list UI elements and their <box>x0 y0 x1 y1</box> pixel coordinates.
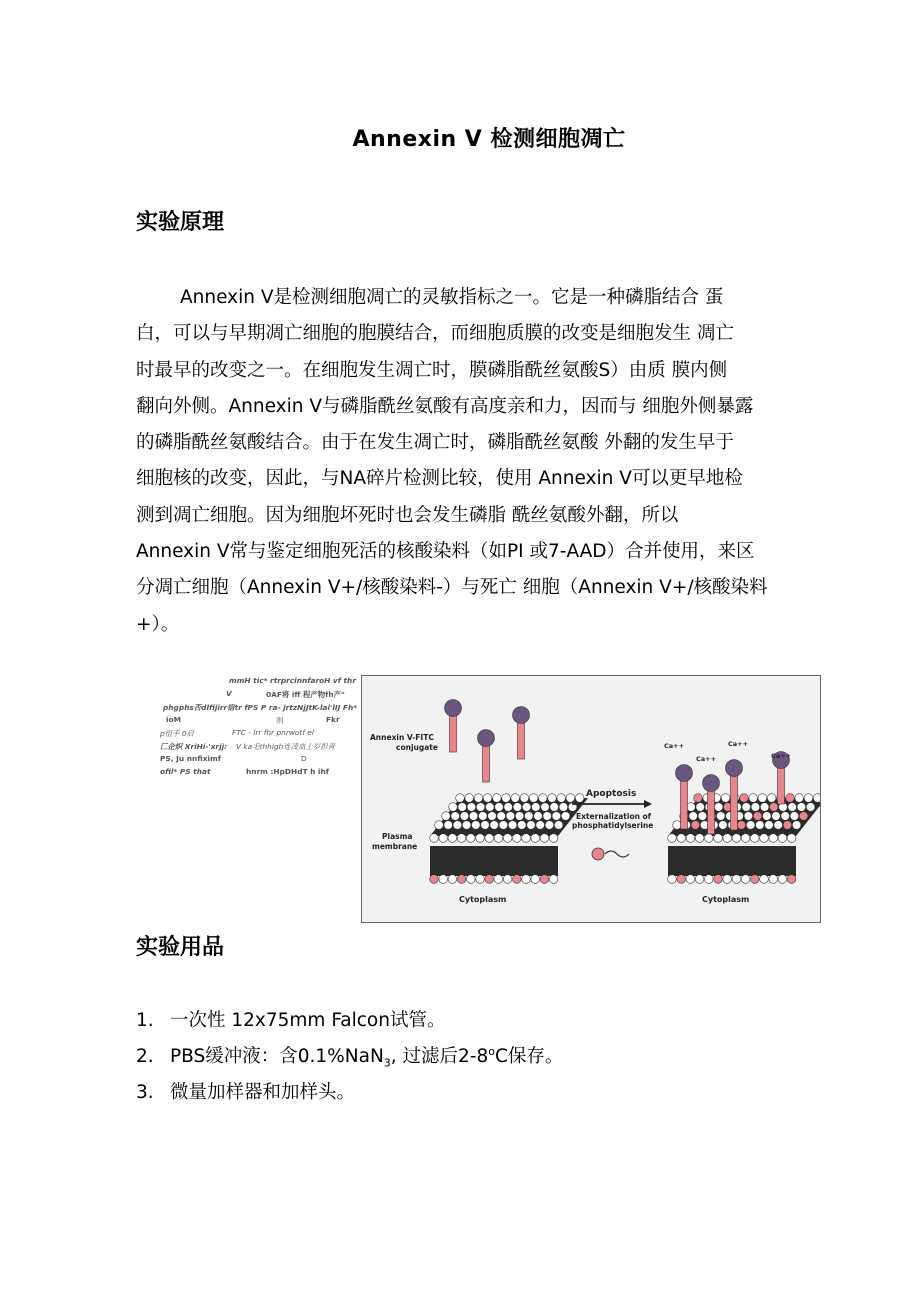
lipid-head-icon <box>513 834 522 843</box>
list-number: 3. <box>136 1082 154 1103</box>
apoptosis-label: Apoptosis <box>586 789 637 799</box>
figure-note: phgphs否dlfijirr宿tr fPS P ra- jrtzNjJtK-lai'lIJ Fh* <box>163 703 358 712</box>
lipid-head-icon <box>557 794 566 803</box>
list-text: , 过滤后2-8 <box>390 1046 489 1067</box>
figure-note: 匚企炽 XriHi-'xrjj: <box>160 742 228 751</box>
lipid-head-icon <box>783 821 792 830</box>
lipid-head-icon <box>462 821 471 830</box>
lipid-head-icon <box>529 794 538 803</box>
lipid-head-icon <box>548 794 557 803</box>
annexin-stalk <box>681 779 688 829</box>
lipid-head-icon <box>717 812 726 821</box>
lipid-head-icon <box>813 794 820 803</box>
lipid-head-icon <box>723 875 732 884</box>
lipid-head-icon <box>457 834 466 843</box>
lipid-head-icon <box>488 812 497 821</box>
lipid-head-icon <box>698 812 707 821</box>
lipid-head-icon <box>522 834 531 843</box>
figure-note: p徂手 0启 <box>160 729 194 738</box>
lipid-head-icon <box>465 794 474 803</box>
lipid-head-icon <box>797 803 806 812</box>
lipid-head-icon <box>746 821 755 830</box>
lipid-head-icon <box>561 812 570 821</box>
lipid-head-icon <box>787 875 796 884</box>
lipid-head-icon <box>770 803 779 812</box>
lipid-head-icon <box>531 875 540 884</box>
figure-note: V ka毛thhigh连凌血上岁担靑 <box>236 742 336 751</box>
lipid-head-icon <box>525 812 534 821</box>
list-subscript: 3 <box>383 1056 391 1070</box>
lipid-head-icon <box>788 803 797 812</box>
lipid-head-icon <box>695 834 704 843</box>
lipid-head-icon <box>494 875 503 884</box>
lipid-head-icon <box>806 803 815 812</box>
lipid-head-icon <box>575 794 584 803</box>
list-number: 1. <box>136 1010 154 1031</box>
lipid-head-icon <box>476 803 485 812</box>
conjugate-label: Annexin V-FITC <box>370 733 434 742</box>
principle-paragraph <box>136 280 856 643</box>
calcium-label: Ca++ <box>696 755 717 763</box>
annexin-head-icon <box>726 760 743 777</box>
lipid-head-icon <box>694 794 703 803</box>
paragraph-line: 翻向外侧。Annexin V与磷脂酰丝氨酸有高度亲和力，因而与 细胞外侧暴露 <box>136 395 754 417</box>
lipid-head-icon <box>502 794 511 803</box>
lipid-head-icon <box>545 821 554 830</box>
lipid-head-icon <box>758 794 767 803</box>
annexin-stalk <box>708 789 715 834</box>
lipid-tail-layer <box>430 846 558 876</box>
lipid-head-icon <box>691 821 700 830</box>
lipid-head-icon <box>705 875 714 884</box>
lipid-head-icon <box>541 803 550 812</box>
lipid-head-icon <box>439 875 448 884</box>
paragraph-line: 测到凋亡细胞。因为细胞坏死时也会发生磷脂 酰丝氨酸外翻，所以 <box>136 504 679 526</box>
annexin-head-icon <box>513 707 530 724</box>
lipid-head-icon <box>508 821 517 830</box>
lipid-head-icon <box>493 794 502 803</box>
lipid-head-icon <box>721 794 730 803</box>
lipid-head-icon <box>499 821 508 830</box>
lipid-head-icon <box>453 821 462 830</box>
lipid-head-icon <box>686 875 695 884</box>
lipid-head-icon <box>476 834 485 843</box>
externalization-label: Externalization of <box>576 812 651 821</box>
figure-notes <box>136 672 358 802</box>
lipid-head-icon <box>741 834 750 843</box>
list-item <box>136 1078 355 1104</box>
figure-note: hnrm :HpDHdT h ihf <box>246 767 329 776</box>
lipid-head-icon <box>795 794 804 803</box>
lipid-head-icon <box>550 803 559 812</box>
paragraph-line: 的磷脂酰丝氨酸结合。由于在发生凋亡时，磷脂酰丝氨酸 外翻的发生早于 <box>136 432 734 454</box>
annexin-diagram <box>362 676 820 922</box>
list-text: PBS缓冲液：含0.1%NaN <box>170 1046 384 1067</box>
list-item <box>136 1006 445 1032</box>
lipid-head-icon <box>742 803 751 812</box>
membrane-layers <box>430 794 820 884</box>
lipid-head-icon <box>457 875 466 884</box>
lipid-head-icon <box>737 821 746 830</box>
lipid-head-icon <box>435 821 444 830</box>
lipid-head-icon <box>732 875 741 884</box>
lipid-head-icon <box>467 875 476 884</box>
lipid-head-icon <box>503 875 512 884</box>
externalization-label: phosphatidylserine <box>572 821 654 830</box>
lipid-head-icon <box>787 834 796 843</box>
section-heading-materials: 实验用品 <box>136 935 225 960</box>
lipid-head-icon <box>540 834 549 843</box>
figure-note: 则 <box>276 716 284 725</box>
lipid-head-icon <box>518 821 527 830</box>
lipid-head-icon <box>778 875 787 884</box>
lipid-head-icon <box>522 803 531 812</box>
figure-note: FTC - lrr fhr pnrwotf el <box>232 728 314 737</box>
list-text: 微量加样器和加样头。 <box>170 1082 356 1103</box>
lipid-head-icon <box>483 794 492 803</box>
lipid-head-icon <box>786 794 795 803</box>
lipid-head-icon <box>515 812 524 821</box>
conjugate-label: conjugate <box>396 743 438 752</box>
paragraph-line: Annexin V常与鉴定细胞死活的核酸染料（如PI 或7-AAD）合并使用，来区 <box>136 541 755 563</box>
figure-note: V <box>226 689 232 698</box>
lipid-head-icon <box>532 803 541 812</box>
lipid-head-icon <box>740 794 749 803</box>
lipid-head-icon <box>723 834 732 843</box>
lipid-head-icon <box>495 803 504 812</box>
lipid-head-icon <box>687 803 696 812</box>
lipid-head-icon <box>481 821 490 830</box>
lipid-head-icon <box>486 803 495 812</box>
membrane-label: membrane <box>372 842 418 851</box>
lipid-head-icon <box>772 812 781 821</box>
lipid-head-icon <box>531 834 540 843</box>
lipid-head-icon <box>753 812 762 821</box>
lipid-head-icon <box>790 812 799 821</box>
figure-note: mmH tic* rtrprcinnfaroH vf thr <box>229 676 356 685</box>
lipid-head-icon <box>673 821 682 830</box>
lipid-head-icon <box>767 794 776 803</box>
lipid-head-icon <box>467 803 476 812</box>
lipid-head-icon <box>444 821 453 830</box>
lipid-head-icon <box>456 794 465 803</box>
annexin-stalk <box>778 766 785 804</box>
calcium-label: Ca++ <box>664 742 685 750</box>
lipid-head-icon <box>751 875 760 884</box>
annexin-head-icon <box>445 700 462 717</box>
annexin-stalk <box>518 721 525 759</box>
figure-note: 0AF将 iff 程产物fh产" <box>266 690 345 699</box>
lipid-head-icon <box>490 821 499 830</box>
lipid-head-icon <box>732 834 741 843</box>
calcium-label: Ca++ <box>771 752 792 760</box>
lipid-head-icon <box>520 794 529 803</box>
lipid-head-icon <box>460 812 469 821</box>
lipid-head-icon <box>476 875 485 884</box>
lipid-head-icon <box>799 812 808 821</box>
annexin-head-icon <box>478 730 495 747</box>
lipid-head-icon <box>760 875 769 884</box>
lipid-head-icon <box>714 834 723 843</box>
cytoplasm-label-right: Cytoplasm <box>702 895 750 904</box>
paragraph-line: 分凋亡细胞（Annexin V+/核酸染料-）与死亡 细胞（Annexin V+/核酸染料 <box>136 577 768 599</box>
list-superscript: o <box>488 1044 495 1058</box>
paragraph-line: +）。 <box>136 613 180 635</box>
lipid-head-icon <box>695 875 704 884</box>
lipid-head-icon <box>668 834 677 843</box>
calcium-label: Ca++ <box>728 740 749 748</box>
lipid-head-icon <box>749 794 758 803</box>
membrane-label: Plasma <box>382 832 413 841</box>
lipid-head-icon <box>469 812 478 821</box>
lipid-head-icon <box>485 834 494 843</box>
figure-note: ofil* PS that <box>160 767 211 776</box>
lipid-head-icon <box>504 803 513 812</box>
annexin-stalk <box>731 774 738 830</box>
lipid-head-icon <box>741 875 750 884</box>
lipid-head-icon <box>549 875 558 884</box>
lipid-head-icon <box>705 834 714 843</box>
lipid-head-icon <box>756 821 765 830</box>
lipid-head-icon <box>539 794 548 803</box>
lipid-head-icon <box>472 821 481 830</box>
lipid-head-icon <box>503 834 512 843</box>
lipid-head-icon <box>696 803 705 812</box>
lipid-head-icon <box>552 812 561 821</box>
lipid-head-icon <box>668 875 677 884</box>
annexin-stalk <box>450 714 457 752</box>
lipid-head-icon <box>448 834 457 843</box>
lipid-head-icon <box>467 834 476 843</box>
lipid-head-icon <box>474 794 483 803</box>
annexin-head-icon <box>676 765 693 782</box>
figure-note: PS, Ju nnfiximf <box>160 754 221 763</box>
lipid-head-icon <box>497 812 506 821</box>
lipid-head-icon <box>511 794 520 803</box>
lipid-head-icon <box>449 803 458 812</box>
lipid-head-icon <box>554 821 563 830</box>
lipid-head-icon <box>751 834 760 843</box>
figure-note: D <box>301 754 307 763</box>
lipid-tail-layer <box>668 846 796 876</box>
lipid-head-icon <box>774 821 783 830</box>
figure-note: Fkr <box>326 715 340 724</box>
lipid-head-icon <box>714 803 723 812</box>
lipid-head-icon <box>686 834 695 843</box>
lipid-head-icon <box>763 812 772 821</box>
lipid-head-icon <box>559 803 568 812</box>
lipid-head-icon <box>442 812 451 821</box>
lipid-head-icon <box>719 821 728 830</box>
list-text: C保存。 <box>495 1046 564 1067</box>
lipid-head-icon <box>714 875 723 884</box>
lipid-head-icon <box>781 812 790 821</box>
lipid-head-icon <box>536 821 545 830</box>
lipid-head-icon <box>540 875 549 884</box>
lipid-head-icon <box>451 812 460 821</box>
lipid-head-icon <box>760 803 769 812</box>
lipid-head-icon <box>769 834 778 843</box>
lipid-head-icon <box>506 812 515 821</box>
lipid-head-icon <box>479 812 488 821</box>
paragraph-line: 时最早的改变之一。在细胞发生凋亡时，膜磷脂酰丝氨酸S）由质 膜内侧 <box>136 359 728 381</box>
lipid-head-icon <box>543 812 552 821</box>
free-annexin-tail-icon <box>605 851 629 857</box>
lipid-head-icon <box>760 834 769 843</box>
lipid-head-icon <box>430 875 439 884</box>
figure-note: ioM <box>166 715 181 724</box>
cytoplasm-label-left: Cytoplasm <box>459 895 507 904</box>
lipid-head-icon <box>765 821 774 830</box>
lipid-head-icon <box>769 875 778 884</box>
list-item <box>136 1042 563 1070</box>
lipid-head-icon <box>513 875 522 884</box>
page-title: Annexin V 检测细胞凋亡 <box>352 127 626 152</box>
paragraph-line: 细胞核的改变，因此，与NA碎片检测比较，使用 Annexin V可以更早地检 <box>136 468 743 490</box>
lipid-head-icon <box>522 875 531 884</box>
lipid-head-icon <box>513 803 522 812</box>
lipid-head-icon <box>778 834 787 843</box>
annexin-stalk <box>483 744 490 782</box>
lipid-head-icon <box>677 875 686 884</box>
paragraph-line: Annexin V是检测细胞凋亡的灵敏指标之一。它是一种磷脂结合 蛋 <box>180 287 724 308</box>
lipid-head-icon <box>485 875 494 884</box>
lipid-head-icon <box>549 834 558 843</box>
lipid-head-icon <box>804 794 813 803</box>
lipid-head-icon <box>458 803 467 812</box>
annexin-apoptosis-figure <box>361 675 821 923</box>
lipid-head-icon <box>439 834 448 843</box>
lipid-head-icon <box>534 812 543 821</box>
lipid-head-icon <box>448 875 457 884</box>
lipid-head-icon <box>744 812 753 821</box>
lipid-head-icon <box>792 821 801 830</box>
annexin-head-icon <box>703 775 720 792</box>
free-annexin-head-icon <box>592 848 604 860</box>
lipid-head-icon <box>566 794 575 803</box>
list-number: 2. <box>136 1046 154 1067</box>
calcium-labels <box>664 740 791 763</box>
lipid-head-icon <box>689 812 698 821</box>
paragraph-line: 白，可以与早期凋亡细胞的胞膜结合，而细胞质膜的改变是细胞发生 凋亡 <box>136 323 734 345</box>
lipid-head-icon <box>494 834 503 843</box>
lipid-head-icon <box>751 803 760 812</box>
arrow-head-icon <box>644 800 652 808</box>
list-text: 一次性 12x75mm Falcon试管。 <box>170 1010 446 1031</box>
lipid-head-icon <box>527 821 536 830</box>
lipid-head-icon <box>430 834 439 843</box>
section-heading-principle: 实验原理 <box>136 210 225 235</box>
lipid-head-icon <box>677 834 686 843</box>
